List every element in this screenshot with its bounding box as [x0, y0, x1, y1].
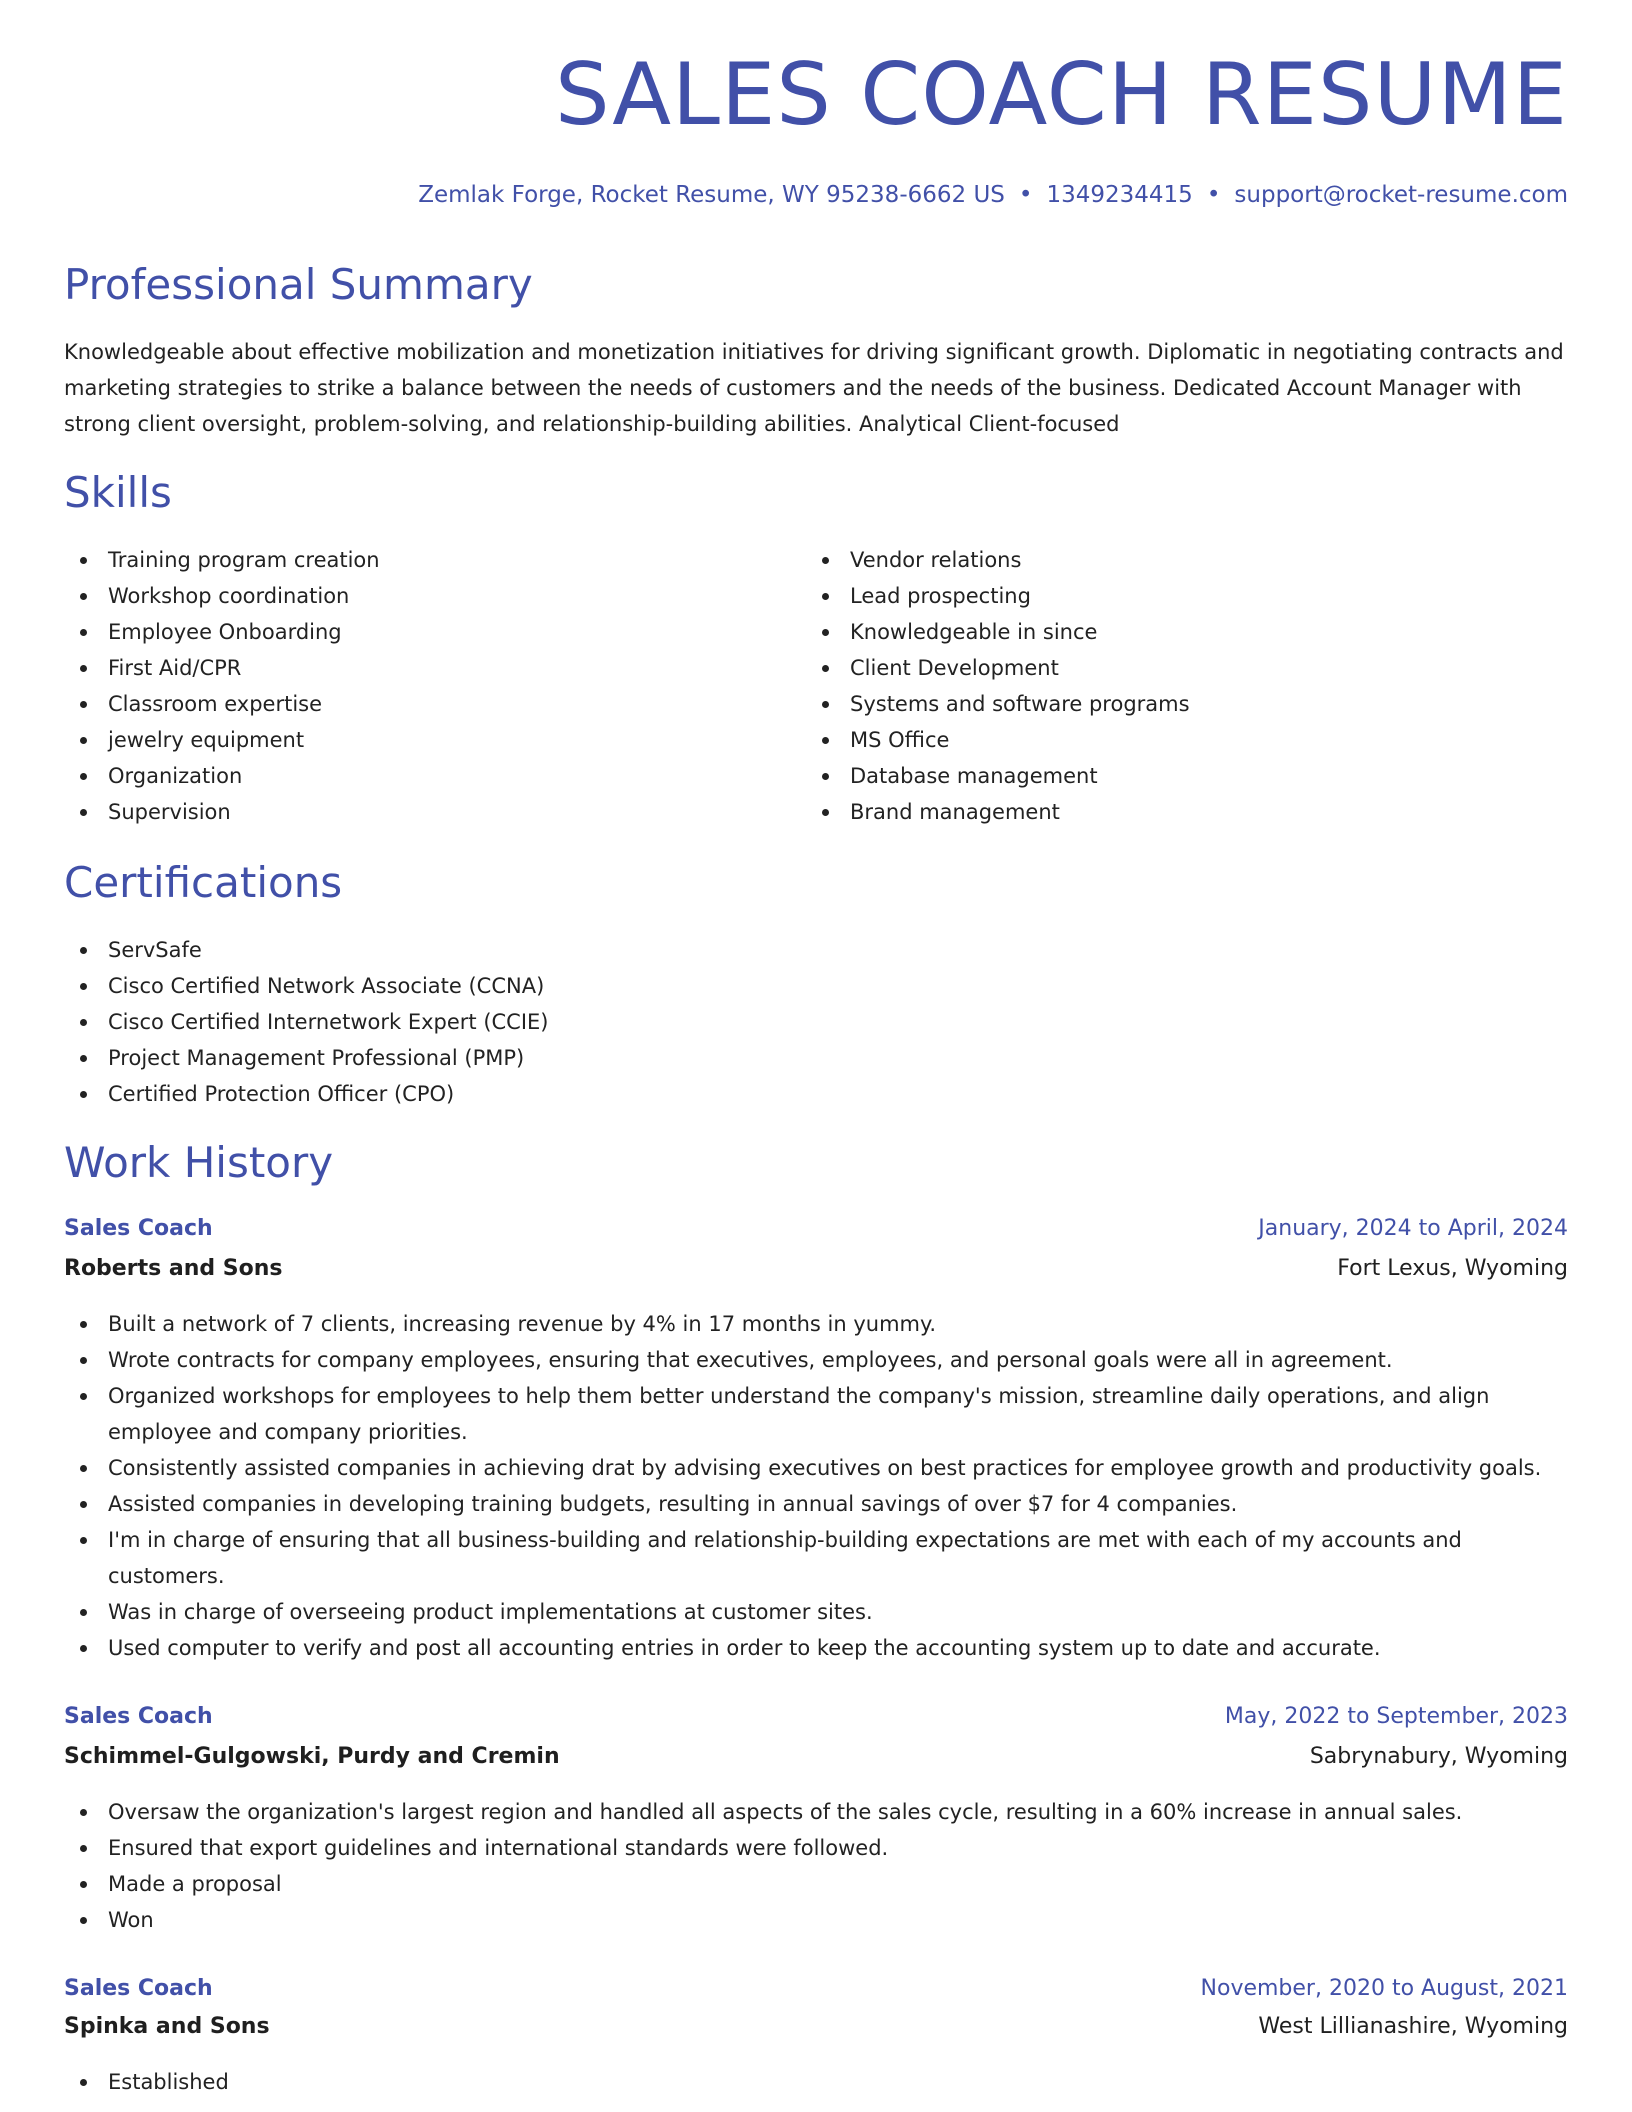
summary-text: Knowledgeable about effective mobilization and monetization initiatives for driving significant growth. Diplomatic in negotiating contracts and marketing strategies to strike a balance between the needs of customers and the needs of the business. Dedicated Account Manager with strong client oversight, problem-solving, and relationship-building abilities. Analytical Client-focused: [64, 340, 1564, 436]
skill-item: jewelry equipment: [64, 722, 764, 758]
summary-heading: Professional Summary: [64, 260, 533, 309]
job-bullet: Ensured that export guidelines and international standards were followed.: [64, 1830, 1568, 1866]
job-bullet: Built a network of 7 clients, increasing revenue by 4% in 17 months in yummy.: [64, 1306, 1568, 1342]
job-company: Schimmel-Gulgowski, Purdy and Cremin: [64, 1744, 560, 1769]
certification-item: Certified Protection Officer (CPO): [64, 1076, 1568, 1112]
job-subheader: [64, 1744, 1568, 1780]
job-dates: May, 2022 to September, 2023: [1224, 1704, 1568, 1729]
skill-item: MS Office: [806, 722, 1506, 758]
job-title: Sales Coach: [64, 1704, 213, 1729]
contact-separator: •: [1018, 182, 1033, 208]
job-bullet: Assisted companies in developing training budgets, resulting in annual savings of over $7 for 4 companies.: [64, 1486, 1568, 1522]
job-header: [64, 1704, 1568, 1740]
job-bullet: Oversaw the organization's largest region and handled all aspects of the sales cycle, resulting in a 60% increase in annual sales.: [64, 1794, 1568, 1830]
job-title: Sales Coach: [64, 1216, 213, 1241]
job-bullets: [64, 1794, 1568, 1938]
skill-item: Lead prospecting: [806, 578, 1506, 614]
certifications-heading: Certifications: [64, 858, 343, 907]
skill-item: First Aid/CPR: [64, 650, 764, 686]
skill-item: Employee Onboarding: [64, 614, 764, 650]
certifications-list: [64, 932, 1568, 1112]
contact-address: Zemlak Forge, Rocket Resume, WY 95238-6662 US: [418, 182, 1005, 208]
skills-heading: Skills: [64, 468, 172, 517]
contact-phone: 1349234415: [1046, 182, 1193, 208]
skill-item: Brand management: [806, 794, 1506, 830]
job-bullet: Wrote contracts for company employees, ensuring that executives, employees, and personal goals were all in agreement.: [64, 1342, 1568, 1378]
certification-item: Project Management Professional (PMP): [64, 1040, 1568, 1076]
skill-item: Organization: [64, 758, 764, 794]
job-header: [64, 1216, 1568, 1252]
job-title: Sales Coach: [64, 1976, 213, 2001]
skill-item: Knowledgeable in since: [806, 614, 1506, 650]
certification-item: Cisco Certified Internetwork Expert (CCIE): [64, 1004, 1568, 1040]
certification-item: Cisco Certified Network Associate (CCNA): [64, 968, 1568, 1004]
skill-item: Classroom expertise: [64, 686, 764, 722]
work-history-heading: Work History: [64, 1138, 334, 1187]
contact-separator: •: [1206, 182, 1221, 208]
skill-item: Supervision: [64, 794, 764, 830]
skills-list-left: [64, 542, 764, 830]
job-bullet: Organized workshops for employees to help them better understand the company's mission, streamline daily operations, and align employee and company priorities.: [64, 1378, 1568, 1450]
contact-line: [418, 182, 1568, 208]
job-bullet: I'm in charge of ensuring that all business-building and relationship-building expectations are met with each of my accounts and customers.: [64, 1522, 1568, 1594]
job-bullet: Consistently assisted companies in achieving drat by advising executives on best practices for employee growth and productivity goals.: [64, 1450, 1568, 1486]
job-bullets: [64, 1306, 1568, 1666]
job-subheader: [64, 2014, 1568, 2050]
skill-item: Vendor relations: [806, 542, 1506, 578]
job-location: Sabrynabury, Wyoming: [1309, 1744, 1568, 1769]
skill-item: Training program creation: [64, 542, 764, 578]
job-bullet: Used computer to verify and post all accounting entries in order to keep the accounting system up to date and accurate.: [64, 1630, 1568, 1666]
job-bullet: Was in charge of overseeing product implementations at customer sites.: [64, 1594, 1568, 1630]
resume-title: SALES COACH RESUME: [555, 45, 1568, 145]
job-location: Fort Lexus, Wyoming: [1337, 1256, 1568, 1281]
job-header: [64, 1976, 1568, 2012]
job-bullet: Established: [64, 2064, 1568, 2100]
job-company: Spinka and Sons: [64, 2014, 270, 2039]
certification-item: ServSafe: [64, 932, 1568, 968]
skill-item: Systems and software programs: [806, 686, 1506, 722]
job-bullet: Won: [64, 1902, 1568, 1938]
job-dates: January, 2024 to April, 2024: [1258, 1216, 1568, 1241]
job-bullets: [64, 2064, 1568, 2100]
job-bullet: Made a proposal: [64, 1866, 1568, 1902]
job-dates: November, 2020 to August, 2021: [1200, 1976, 1568, 2001]
skill-item: Database management: [806, 758, 1506, 794]
skill-item: Workshop coordination: [64, 578, 764, 614]
job-company: Roberts and Sons: [64, 1256, 283, 1281]
skill-item: Client Development: [806, 650, 1506, 686]
job-subheader: [64, 1256, 1568, 1292]
skills-list-right: [806, 542, 1506, 830]
job-location: West Lillianashire, Wyoming: [1258, 2014, 1568, 2039]
contact-email[interactable]: support@rocket-resume.com: [1234, 182, 1568, 208]
